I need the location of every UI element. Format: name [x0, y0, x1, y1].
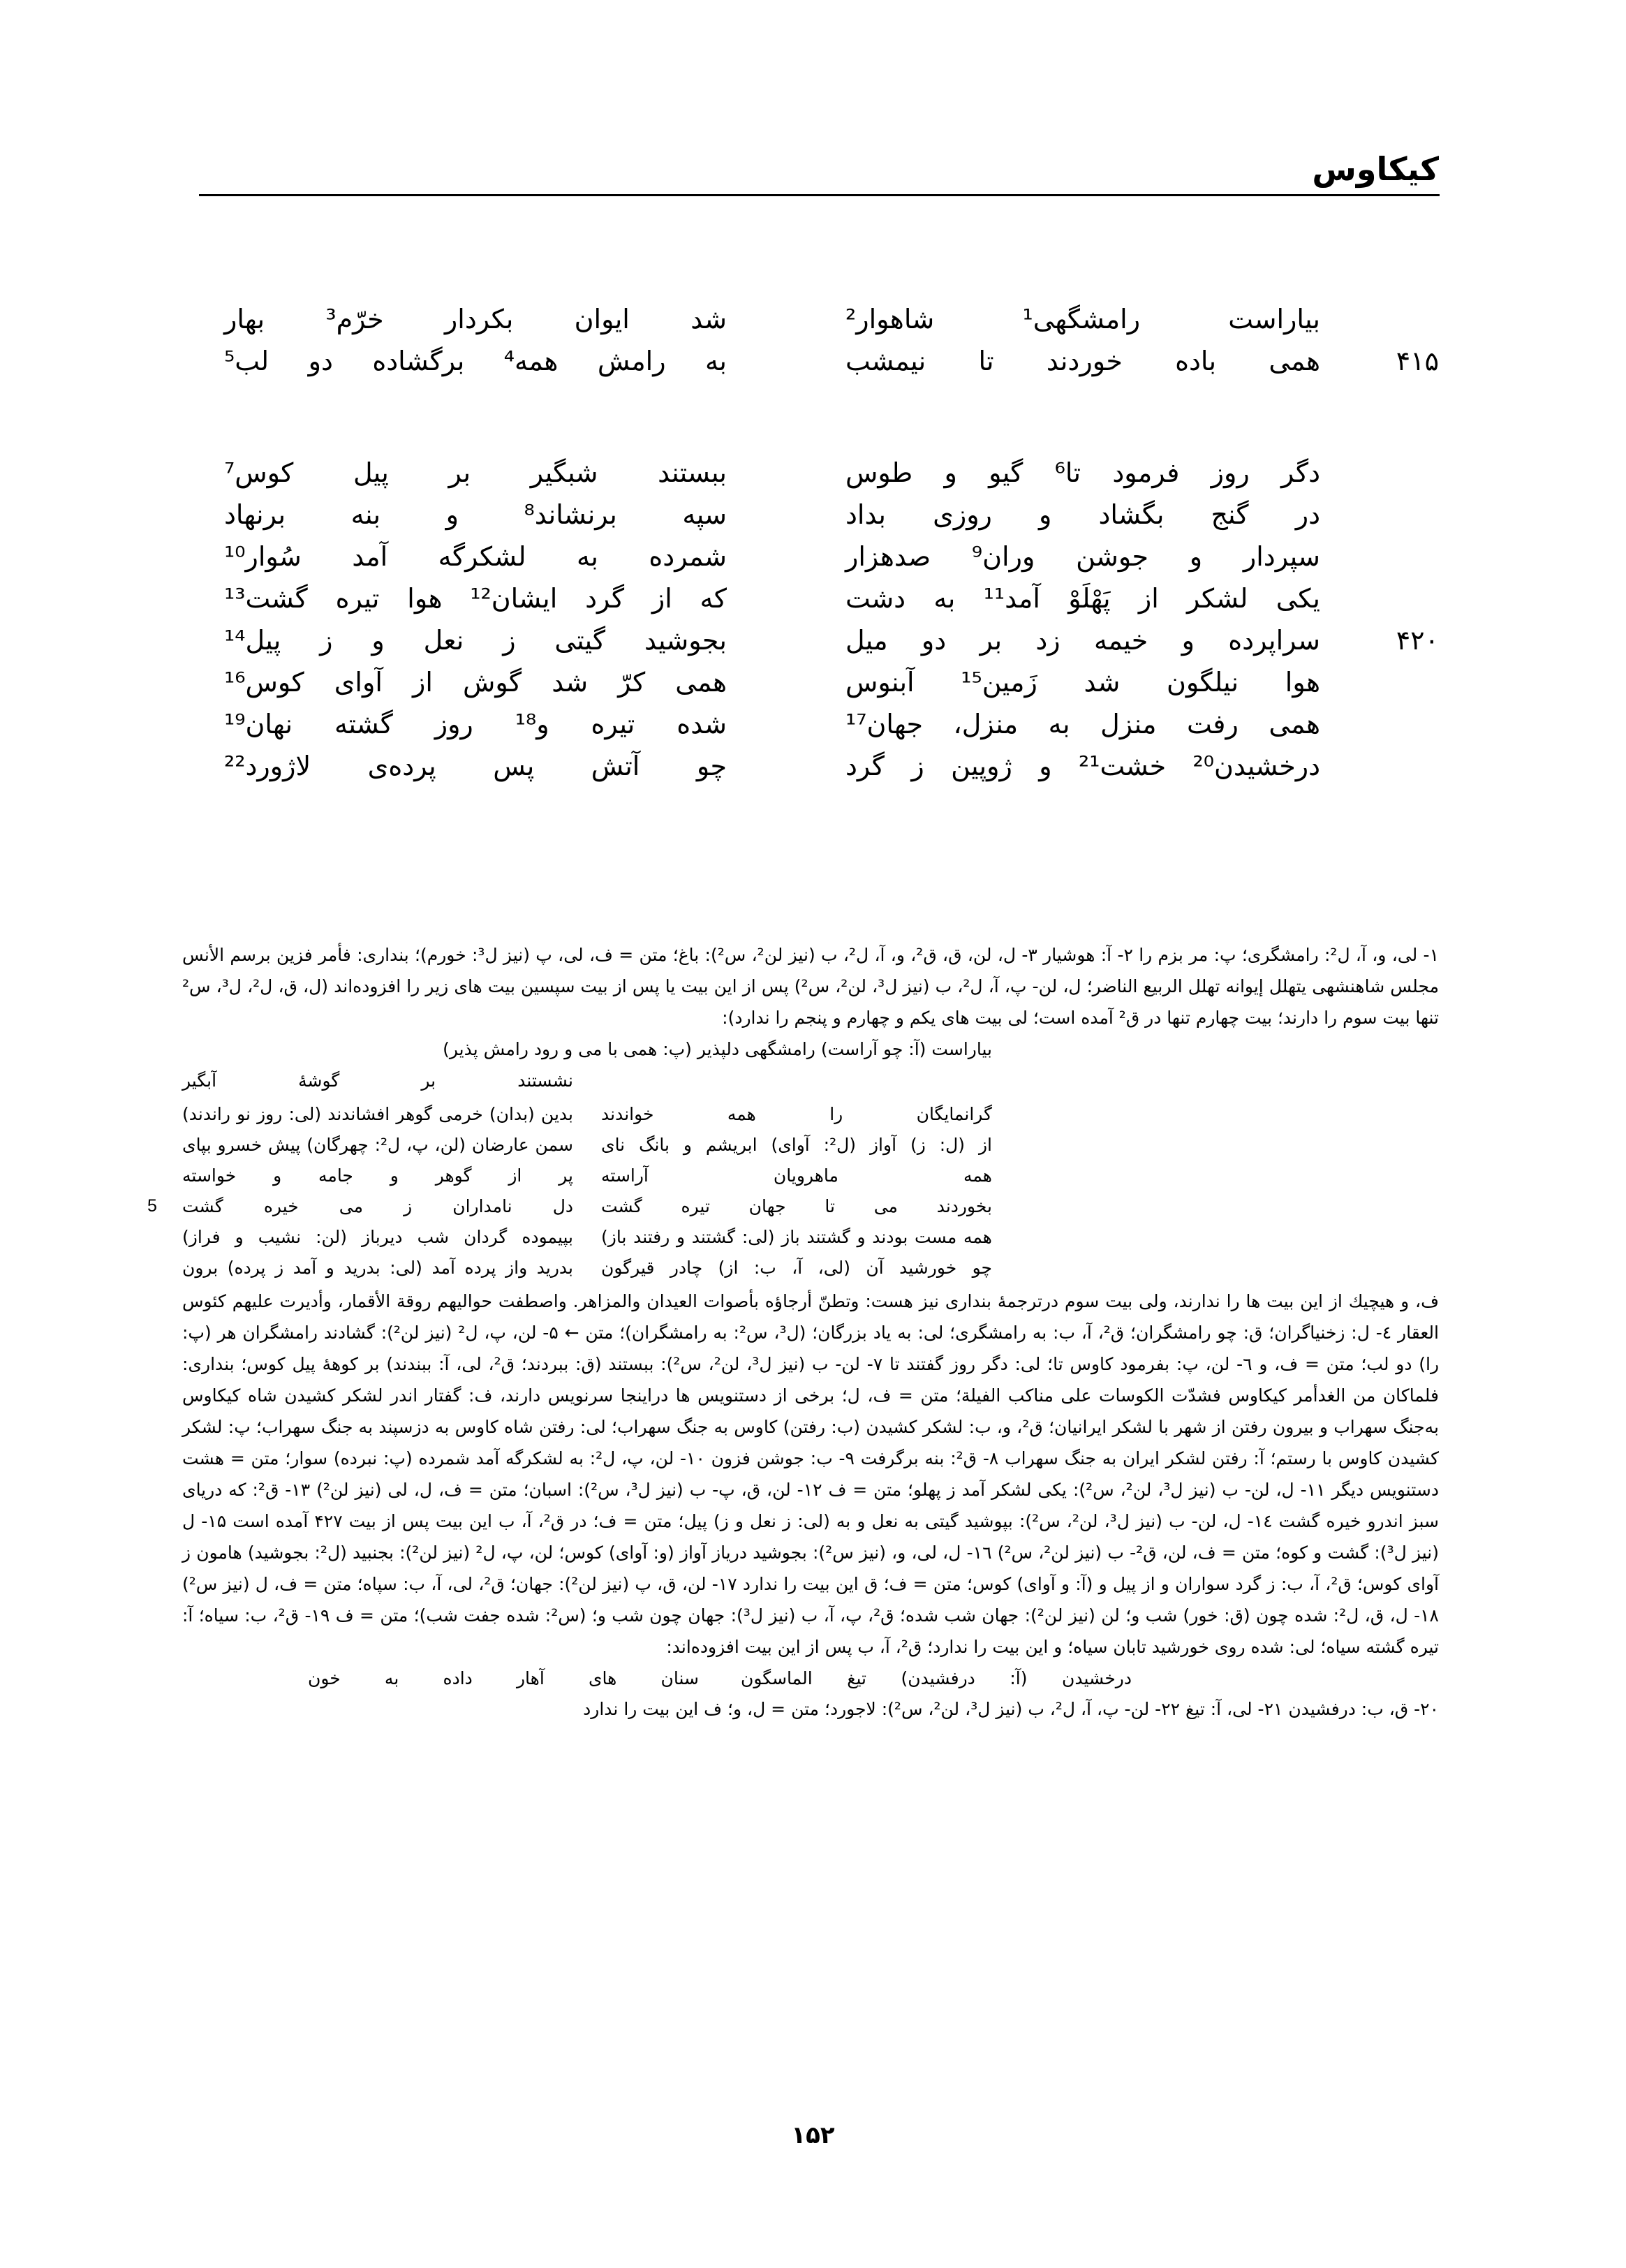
- second-hemistich: ببستند شبگیر بر پیل کوس⁷: [224, 457, 727, 488]
- added-bayt: [182, 1663, 1439, 1693]
- variant-first-hemistich: از (ل: ز) آواز (ل²: آوای) ابریشم و بانگ نای: [601, 1135, 992, 1155]
- second-hemistich: بجوشید گیتی ز نعل و ز پیل¹⁴: [224, 625, 727, 656]
- variant-second-hemistich: پر از گوهر و جامه و خواسته: [182, 1165, 573, 1186]
- first-hemistich: بیاراست رامشگهی¹ شاهوار²: [845, 304, 1320, 334]
- variant-second-hemistich: بدین (بدان) خرمی گوهر افشاندند (لی: روز نو راندند): [182, 1104, 573, 1124]
- footnote-intro: ۱- لی، و، آ، ل²: رامشگری؛ پ: مر بزم را ۲- آ: هوشیار ۳- ل، لن، ق، ق²، و، آ، ل²، ب (نیز لن²، س²): باغ؛ متن = ف، لی، پ (نیز ل³: خورم)؛ بنداری: فأمر فزین برسم الأنس مجلس شاهنشهی یتهلل إیوانه تهلل الربیع الناضر؛ ل، لن- پ، آ، ل²، ب (نیز ل³، لن²، س²) پس از این بیت یا پس از بیت سپسین بیت های زیر را افزوده‌اند (ل، ق، ل²، ل³، س² تنها بیت سوم را دارند؛ بیت چهارم تنها در ق² آمده است؛ لی بیت های یکم و چهارم و پنجم را ندارد):: [182, 945, 1440, 1028]
- variant-verse-row: [182, 1098, 1439, 1129]
- first-hemistich: همی رفت منزل به منزل، جهان¹⁷: [845, 709, 1320, 739]
- variant-line-number: 5: [147, 1196, 157, 1216]
- variant-heading-b: نشستند بر گوشهٔ آبگیر: [182, 1070, 573, 1091]
- bayt: [196, 346, 1439, 388]
- bayt: [196, 583, 1439, 625]
- variant-first-hemistich: همه مست بودند و گشتند باز (لی: گشتند و رفتند باز): [601, 1227, 992, 1247]
- bayt: [196, 541, 1439, 583]
- second-hemistich: شد ایوان بکردار خرّم³ بهار: [224, 304, 727, 334]
- first-hemistich: همی باده خوردند تا نیمشب: [845, 346, 1320, 376]
- variant-second-hemistich: بدرید واز پرده آمد (لی: بدرید و آمد ز پرده) برون: [182, 1258, 573, 1278]
- variant-verse-row: [182, 1252, 1439, 1283]
- header-rule: [199, 194, 1440, 196]
- first-hemistich: سراپرده و خیمه زد بر دو میل: [845, 625, 1320, 656]
- second-hemistich: چو آتش پس پرده‌ی لاژورد²²: [224, 751, 727, 781]
- verse-number: ۴۲۰: [1396, 625, 1439, 656]
- critical-apparatus: [147, 939, 1440, 1725]
- first-hemistich: یکی لشکر از پَهْلَوْ آمد¹¹ به دشت: [845, 583, 1320, 614]
- variant-verse-row: [182, 1160, 1439, 1191]
- variant-verse-row: [182, 1129, 1439, 1160]
- variant-second-hemistich: سمن عارضان (لن، پ، ل²: چهرگان) پیش خسرو بپای: [182, 1135, 573, 1155]
- variant-second-hemistich: دل نامداران ز می خیره گشت: [182, 1196, 573, 1216]
- footnote-final: ۲۰- ق، ب: درفشیدن ۲۱- لی، آ: تیغ ۲۲- لن- پ، آ، ل²، ب (نیز ل³، لن²، س²): لاجورد؛ متن = ل، و؛ ف این بیت را ندارد: [583, 1699, 1439, 1719]
- bayt: [196, 709, 1439, 751]
- bayt: [196, 304, 1439, 346]
- second-hemistich: همی کرّ شد گوش از آوای کوس¹⁶: [224, 667, 727, 698]
- first-hemistich: در گنج بگشاد و روزی بداد: [845, 499, 1320, 530]
- first-hemistich: سپردار و جوشن وران⁹ صدهزار: [845, 541, 1320, 572]
- verse-number: ۴۱۵: [1396, 346, 1439, 376]
- first-hemistich: هوا نیلگون شد زَمین¹⁵ آبنوس: [845, 667, 1320, 698]
- second-hemistich: که از گرد ایشان¹² هوا تیره گشت¹³: [224, 583, 727, 614]
- first-hemistich: دگر روز فرمود تا⁶ گیو و طوس: [845, 457, 1320, 488]
- variant-first-hemistich: چو خورشید آن (لی، آ، ب: از) چادر قیرگون: [601, 1258, 992, 1278]
- variant-verses: [147, 1098, 1439, 1283]
- second-hemistich: شده تیره و¹⁸ روز گشته نهان¹⁹: [224, 709, 727, 739]
- running-header-title: کیکاوس: [1312, 150, 1439, 188]
- first-hemistich: درخشیدن²⁰ خشت²¹ و ژوپین ز گرد: [845, 751, 1320, 781]
- variant-second-hemistich: بپیموده گردان شب دیرباز (لن: نشیب و فراز): [182, 1227, 573, 1247]
- added-bayt-second: سنان های آهار داده به خون: [308, 1668, 699, 1688]
- stanza: [196, 457, 1439, 793]
- variant-first-hemistich: گرانمایگان را همه خواندند: [601, 1104, 992, 1124]
- footnote-body: ف، و هیچیك از این بیت ها را ندارند، ولی بیت سوم درترجمهٔ بنداری نیز هست: وتطنّ أرجاؤه بأصوات العیدان والمزاهر. واصطفت حوالیهم روقة الأقمار، وأدیرت علیهم كئوس العقار ٤- ل: زخنیاگران؛ ق: چو رامشگران؛ ق²، آ، ب: به رامشگری؛ لی: به یاد بزرگان؛ (ل³، س²: به رامشگران)؛ متن ← ۵- لن، پ، ل² (نیز لن²): گشادند رامشگران هر (پ: را) دو لب؛ متن = ف، و ٦- لن، پ: بفرمود کاوس تا؛ لی: دگر روز گفتند تا ۷- لن- ب (نیز ل³، لن²، س²): ببستند (ق: ببردند؛ ق²، لی، آ: ببندند) بر کوههٔ پیل کوس؛ بنداری: فلماکان من الغدأمر کیکاوس فشدّت الکوسات علی مناکب الفیلة؛ متن = ف، ل؛ برخی از دستنویس ها دراینجا سرنویس دارند، ف: گفتار اندر لشکر کشیدن شاه کیکاوس به‌جنگ سهراب و بیرون رفتن از شهر با لشکر ایرانیان؛ ق²، و، ب: لشکر کشیدن (ب: رفتن) کاوس به جنگ سهراب؛ لی: رفتن شاه کاوس به دزسپند به جنگ سهراب؛ پ: لشکر کشیدن کاوس با رستم؛ آ: رفتن لشکر ایران به جنگ سهراب ۸- ق²: بنه برگرفت ۹- ب: جوشن فزون ۱۰- لن، پ، ل²: به لشکرگه آمد شمرده (پ: نبرده) سوار؛ متن = هشت دستنویس دیگر ۱۱- ل، لن- ب (نیز ل³، لن²، س²): یکی لشکر آمد ز پهلو؛ متن = ف ۱۲- لن، ق، پ- ب (نیز ل³، س²): اسبان؛ متن = ف، ل، لی (نیز لن²) ۱۳- ق²: که دریای سبز اندرو خیره گشت ۱٤- ل، لن- ب (نیز ل³، لن²، س²): بپوشید گیتی به نعل و به (لی: ز نعل و ز) پیل؛ متن = ف؛ در ق²، آ، ب این بیت پس از بیت ۴۲۷ آمده است ۱۵- ل (نیز ل³): گشت و کوه؛ متن = ف، لن، ق²- ب (نیز لن²، س²) ۱٦- ل، لی، و، (نیز س²): بجوشید دریاز آواز (و: آوای) کوس؛ لن، پ، ل² (نیز لن²): بجنبید (ل²: بجوشید) هامون ز آوای کوس؛ ق²، آ، ب: ز گرد سواران و از پیل و (آ: و آوای) کوس؛ متن = ف؛ ق این بیت را ندارد ۱۷- لن، ق، پ (نیز لن²): جهان؛ ق²، لی، آ، ب: سپاه؛ متن = ف، ل (نیز س²) ۱۸- ل، ق، ل²: شده چون (ق: خور) شب و؛ لن (نیز لن²): جهان شب شده؛ ق²، پ، آ، ب (نیز ل³): جهان چون شب و؛ (س²: شده جفت شب)؛ متن = ف ۱۹- ق²، ب: سیاه؛ آ: تیره گشته سیاه؛ لی: شده روی خورشید تابان سیاه؛ و این بیت را ندارد؛ ق²، آ، ب پس از این بیت افزوده‌اند:: [182, 1291, 1440, 1657]
- bayt: [196, 751, 1439, 793]
- bayt: [196, 625, 1439, 667]
- variant-first-hemistich: بخوردند می تا جهان تیره گشت: [601, 1196, 992, 1216]
- page-number: ۱۵۲: [791, 2121, 835, 2149]
- variant-heading: بیاراست (آ: چو آراست) رامشگهی دلپذیر (پ: همی با می و رود رامش پذیر): [443, 1039, 992, 1059]
- variant-verse-row: [182, 1221, 1439, 1252]
- bayt: [196, 667, 1439, 709]
- bayt: [196, 457, 1439, 499]
- stanza: [196, 304, 1439, 388]
- variant-first-hemistich: همه ماهرویان آراسته: [601, 1165, 992, 1186]
- bayt: [196, 499, 1439, 541]
- second-hemistich: سپه برنشاند⁸ و بنه برنهاد: [224, 499, 727, 530]
- second-hemistich: به رامش همه⁴ برگشاده دو لب⁵: [224, 346, 727, 376]
- variant-heading-second-hemistich: [182, 1065, 1439, 1096]
- added-bayt-first: درخشیدن (آ: درفشیدن) تیغ الماسگون: [741, 1668, 1132, 1688]
- second-hemistich: شمرده به لشکرگه آمد سُوار¹⁰: [224, 541, 727, 572]
- variant-verse-row: [147, 1191, 1439, 1221]
